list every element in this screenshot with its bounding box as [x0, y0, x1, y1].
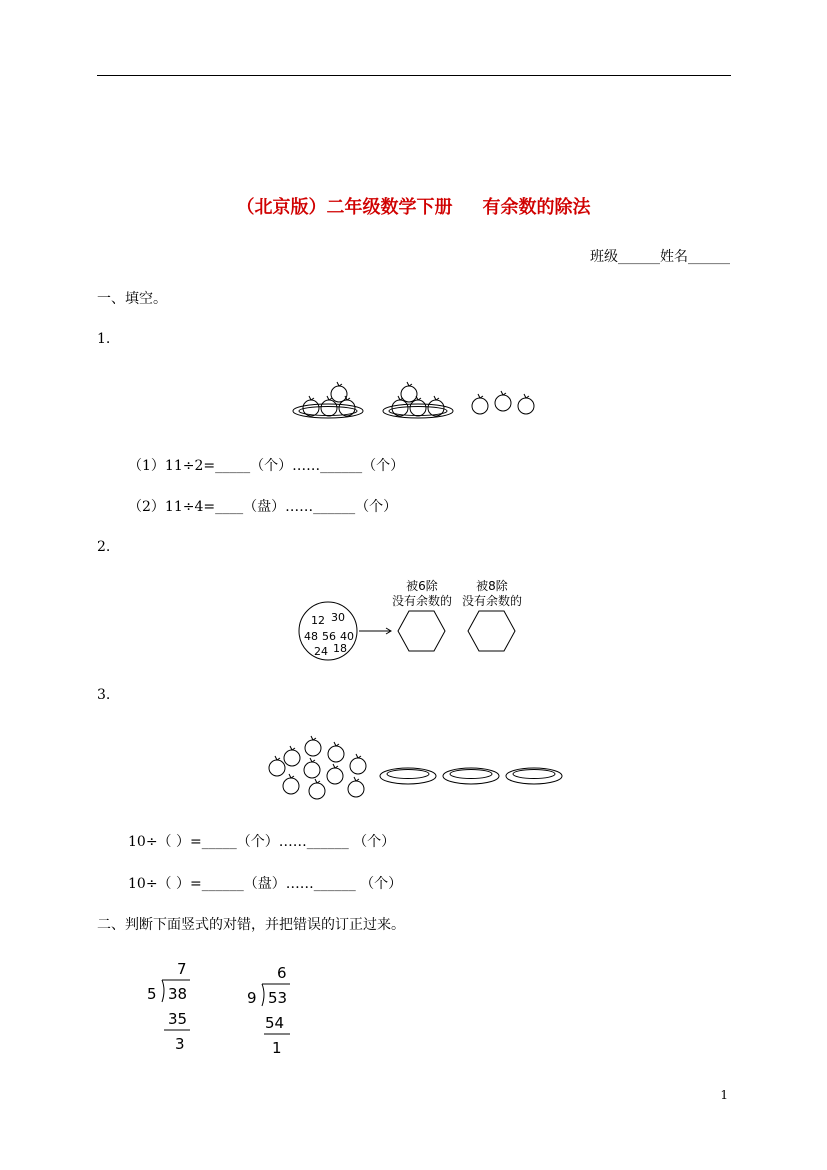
div2-remainder: 1	[272, 1039, 282, 1057]
q3-apples-plates-illustration	[262, 734, 567, 804]
div2-product: 54	[265, 1014, 285, 1032]
circle-number: 12	[311, 614, 325, 627]
q1-line-2: （2）11÷4=____（盘）……______（个）	[128, 499, 398, 515]
title-part-2: 有余数的除法	[482, 197, 591, 218]
header-rule	[97, 75, 731, 76]
circle-number: 56	[322, 630, 336, 643]
div1-product: 35	[168, 1010, 188, 1028]
class-name-field: 班级______姓名______	[590, 249, 730, 265]
circle-number: 48	[304, 630, 318, 643]
box2-label-line1: 被8除	[476, 579, 508, 593]
circle-number: 40	[340, 630, 354, 643]
circle-number: 18	[333, 642, 347, 655]
div2-divisor: 9	[247, 989, 257, 1007]
box2-label-line2: 没有余数的	[461, 594, 523, 608]
hexagon-box-1	[398, 611, 445, 651]
q3-line-2: 10÷（ ）=______（盘）……______ （个）	[128, 876, 403, 892]
q2-number: 2.	[97, 539, 111, 555]
section1-heading: 一、填空。	[97, 291, 167, 307]
long-division-1	[140, 958, 200, 1058]
page-title	[0, 193, 827, 219]
div2-quotient: 6	[277, 964, 287, 982]
q3-line-1: 10÷（ ）=_____（个）……______ （个）	[128, 834, 396, 850]
div1-dividend: 38	[168, 985, 188, 1003]
q1-apples-illustration	[290, 378, 540, 426]
div2-dividend: 53	[268, 989, 288, 1007]
q1-line-1: （1）11÷2=_____（个）……______（个）	[128, 458, 405, 474]
div1-quotient: 7	[177, 960, 187, 978]
section2-heading: 二、判断下面竖式的对错，并把错误的订正过来。	[97, 917, 405, 933]
q2-diagram	[298, 576, 533, 666]
q1-number: 1.	[97, 331, 111, 347]
hexagon-box-2	[468, 611, 515, 651]
box1-label-line2: 没有余数的	[391, 594, 453, 608]
div1-remainder: 3	[175, 1035, 185, 1053]
div1-divisor: 5	[147, 985, 157, 1003]
q3-number: 3.	[97, 687, 111, 703]
page-number: 1	[720, 1088, 728, 1102]
title-part-1: （北京版）二年级数学下册	[236, 197, 453, 218]
circle-number: 24	[314, 645, 328, 658]
long-division-2	[240, 962, 300, 1062]
circle-number: 30	[331, 611, 345, 624]
box1-label-line1: 被6除	[406, 579, 438, 593]
